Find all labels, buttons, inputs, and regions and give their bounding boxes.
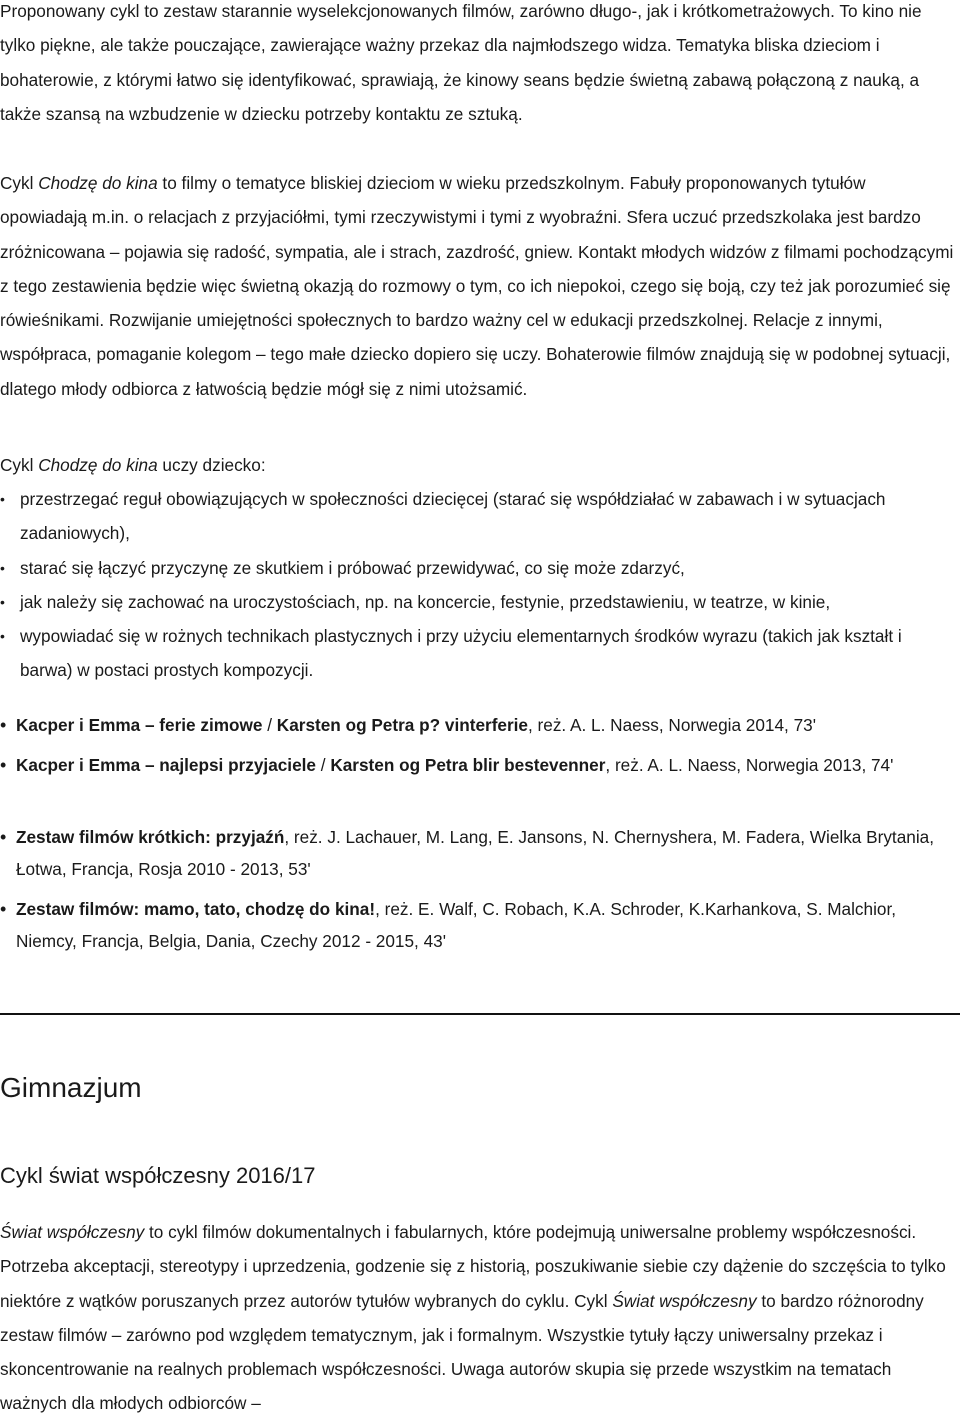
- section-divider: [0, 1013, 960, 1015]
- film-original-title: Karsten og Petra p? vinterferie: [276, 715, 528, 735]
- list-item: • wypowiadać się w rożnych technikach plastycznych i przy użyciu elementarnych środków wyrazu (takich jak kształt i barwa) w postaci prostych kompozycji.: [0, 619, 955, 688]
- teaches-heading-title: Chodzę do kina: [38, 455, 158, 475]
- section-subheading: Cykl świat współczesny 2016/17: [0, 1163, 316, 1188]
- film-credits: , reż. E. Walf, C. Robach, K.A. Schroder, K.Karhankova, S. Malchior, Niemcy, Francja, Belgia, Dania, Czechy 2012 - 2015, 43': [16, 899, 897, 951]
- swiat-title-2: Świat współczesny: [612, 1290, 757, 1311]
- swiat-title: Świat współczesny: [0, 1222, 145, 1242]
- intro-paragraph: [0, 0, 955, 131]
- film-title-separator: /: [262, 715, 277, 735]
- intro-text: Proponowany cykl to zestaw starannie wyselekcjonowanych filmów, zarówno długo-, jak i krótkometrażowych. To kino nie tylko piękne, ale także pouczające, zawierające ważny przekaz dla najmłodszego widza. Tematyka bliska dzieciom i bohaterowie, z którymi łatwo się identyfikować, sprawiają, że kinowy seans będzie świetną zabawą połączoną z nauką, a także szansą na wzbudzenie w dziecku potrzeby kontaktu ze sztuką.: [0, 1, 922, 124]
- teaches-heading-post: uczy dziecko:: [157, 455, 266, 475]
- film-original-title: Karsten og Petra blir bestevenner: [330, 755, 606, 775]
- swiat-text: to cykl filmów dokumentalnych i fabularnych, które podejmują uniwersalne problemy współczesności. Potrzeba akceptacji, stereotypy i uprzedzenia, godzenie się z historią, poszukiwanie siebie czy dążenie do szczęścia to tylko niektóre z wątków poruszanych przez autorów tytułów wybranych do cyklu.: [0, 1222, 946, 1311]
- film-title: Kacper i Emma – najlepsi przyjaciele: [16, 755, 316, 775]
- cycle-title: Chodzę do kina: [38, 173, 158, 193]
- film-item: [0, 893, 955, 965]
- swiat-text-2: to bardzo różnorodny zestaw filmów – zarówno pod względem tematycznym, jak i formalnym. Wszystkie tytuły łączy uniwersalny przekaz i skoncentrowanie na realnych problemach współczesności. Uwaga autorów skupia się przede wszystkim na tematach ważnych dla młodych odbiorców –: [0, 1290, 924, 1414]
- film-title: Kacper i Emma – ferie zimowe: [16, 715, 263, 735]
- film-title: Zestaw filmów: mamo, tato, chodzę do kina!: [16, 899, 376, 919]
- list-item: • starać się łączyć przyczynę ze skutkiem i próbować przewidywać, co się może zdarzyć,: [0, 551, 955, 585]
- swiat-paragraph: [0, 1215, 955, 1421]
- film-item: [0, 709, 955, 749]
- film-credits: , reż. A. L. Naess, Norwegia 2013, 74': [605, 755, 894, 775]
- teaches-heading-pre: Cykl: [0, 455, 39, 475]
- list-item: • przestrzegać reguł obowiązujących w społeczności dziecięcej (starać się współdziałać w zabawach i w sytuacjach zadaniowych),: [0, 482, 955, 551]
- section-heading: Gimnazjum: [0, 1072, 142, 1103]
- cycle-description-paragraph: [0, 166, 955, 406]
- film-title-separator: /: [315, 755, 331, 775]
- cycle-text-pre: Cykl: [0, 173, 39, 193]
- film-item: [0, 821, 955, 893]
- teaches-heading: [0, 448, 266, 482]
- film-title: Zestaw filmów krótkich: przyjaźń: [16, 827, 285, 847]
- swiat-text-pre: Cykl: [569, 1290, 613, 1311]
- film-item: [0, 749, 955, 821]
- list-item: • jak należy się zachować na uroczystościach, np. na koncercie, festynie, przedstawieniu, w teatrze, w kinie,: [0, 585, 955, 619]
- film-credits: , reż. A. L. Naess, Norwegia 2014, 73': [528, 715, 816, 735]
- film-credits: , reż. J. Lachauer, M. Lang, E. Jansons, N. Chernyshera, M. Fadera, Wielka Brytania, Łotwa, Francja, Rosja 2010 - 2013, 53': [16, 827, 934, 879]
- film-list: [0, 709, 955, 965]
- cycle-text: to filmy o tematyce bliskiej dzieciom w wieku przedszkolnym. Fabuły proponowanych tytułów opowiadają m.in. o relacjach z przyjaciółmi, tymi rzeczywistymi i tymi z wyobraźni. Sfera uczuć przedszkolaka jest bardzo zróżnicowana – pojawia się radość, sympatia, ale i strach, zazdrość, gniew. Kontakt młodych widzów z filmami pochodzącymi z tego zestawienia będzie więc świetną okazją do rozmowy o tym, co ich niepokoi, czego się boją, czy też jak porozumieć się rówieśnikami. Rozwijanie umiejętności społecznych to bardzo ważny cel w edukacji przedszkolnej. Relacje z innymi, współpraca, pomaganie kolegom – tego małe dziecko dopiero się uczy. Bohaterowie filmów znajdują się w podobnej sytuacji, dlatego młody odbiorca z łatwością będzie mógł się z nimi utożsamić.: [0, 173, 954, 399]
- teaches-list: [0, 482, 955, 688]
